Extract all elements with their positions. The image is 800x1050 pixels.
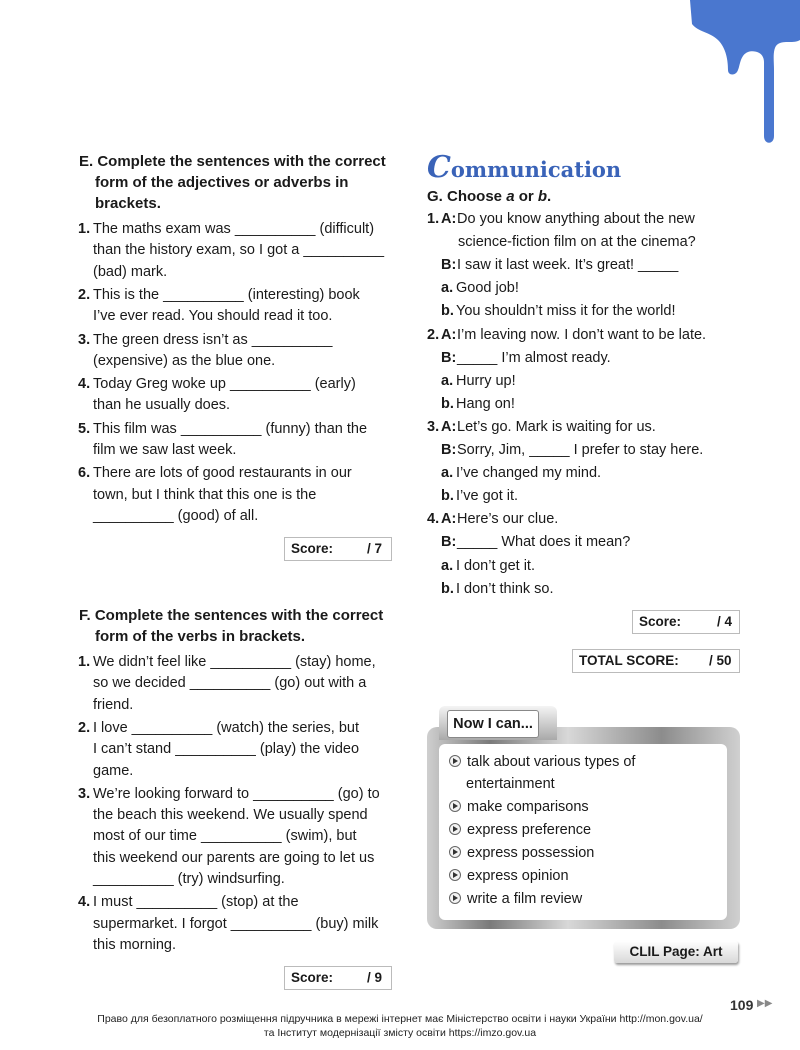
item-text-line: We didn’t feel like __________ (stay) home, — [93, 654, 376, 670]
score-label: Score: — [291, 541, 334, 556]
dialogue-label: B: — [441, 349, 457, 366]
dialogue-text: Here’s our clue. — [457, 511, 559, 528]
dialogue-text: _____ I’m almost ready. — [457, 349, 611, 366]
item-number: 4. — [78, 376, 91, 393]
can-do-text: write a film review — [467, 891, 583, 907]
score-box-g — [632, 610, 740, 634]
dialogue-label: b. — [441, 580, 454, 597]
dialogue-text: I don’t think so. — [456, 580, 554, 597]
can-do-item — [449, 751, 635, 773]
item-text-line: than he usually does. — [93, 397, 231, 414]
page-number: 109 — [730, 997, 754, 1013]
now-i-can-list — [439, 744, 727, 920]
communication-title — [427, 150, 621, 185]
dialogue-text: _____ What does it mean? — [457, 534, 631, 551]
item-text-line: film we saw last week. — [93, 442, 237, 458]
item-text-line: This is the __________ (interesting) book — [93, 286, 360, 303]
can-do-text: talk about various types of — [467, 754, 636, 770]
dialogue-text: I’ve changed my mind. — [456, 465, 602, 482]
dialogue-label: a. — [441, 372, 454, 389]
can-do-item — [449, 865, 569, 887]
dialogue-text: science-fiction film on at the cinema? — [458, 234, 696, 251]
clil-page-link[interactable]: CLIL Page: Art — [614, 941, 738, 963]
item-text-line: most of our time __________ (swim), but — [93, 828, 357, 845]
item-text-line: I love __________ (watch) the series, but — [93, 719, 359, 736]
item-number: 5. — [78, 420, 91, 437]
play-bullet-icon — [449, 800, 461, 812]
dialogue-label: B: — [441, 257, 457, 274]
play-bullet-icon — [449, 755, 461, 767]
item-text-line: (bad) mark. — [93, 263, 168, 280]
exercise-heading-line: form of the verbs in brackets. — [95, 628, 306, 645]
item-number: 6. — [78, 465, 91, 482]
now-i-can-title: Now I can... — [447, 710, 539, 738]
dialogue-text: Do you know anything about the new — [457, 211, 695, 227]
dialogue-label: b. — [441, 488, 454, 505]
play-bullet-icon — [449, 823, 461, 835]
item-text-line: supermarket. I forgot __________ (buy) milk — [93, 915, 379, 932]
item-text-line: game. — [93, 762, 134, 779]
item-text-line: this morning. — [93, 936, 177, 953]
dialogue-text: I saw it last week. It’s great! _____ — [457, 257, 679, 274]
item-number: 1. — [427, 211, 440, 227]
item-text-line: I must __________ (stop) at the — [93, 894, 299, 911]
total-score-max: / 50 — [709, 653, 732, 668]
item-text-line: The maths exam was __________ (difficult) — [93, 221, 375, 237]
item-text-line: Today Greg woke up __________ (early) — [93, 376, 356, 393]
dialogue-text: Hang on! — [456, 395, 515, 412]
dialogue-label: A: — [441, 418, 457, 435]
score-max: / 9 — [367, 970, 383, 985]
exercise-heading-line: F. Complete the sentences with the correct — [79, 607, 384, 624]
item-text-line: so we decided __________ (go) out with a — [93, 675, 367, 692]
score-label: Score: — [639, 614, 682, 629]
play-bullet-icon — [449, 869, 461, 881]
dialogue-label: b. — [441, 303, 454, 320]
item-text-line: the beach this weekend. We usually spend — [93, 807, 368, 824]
dialogue-label: b. — [441, 395, 454, 412]
item-text-line: town, but I think that this one is the — [93, 486, 317, 503]
title-initial: C — [427, 150, 451, 185]
exercise-heading-line: brackets. — [95, 195, 161, 212]
total-score-label: TOTAL SCORE: — [579, 653, 679, 668]
item-text-line: (expensive) as the blue one. — [93, 352, 276, 369]
paint-blot-decoration — [690, 0, 800, 150]
item-text-line: friend. — [93, 696, 134, 713]
dialogue-label: A: — [441, 211, 457, 227]
can-do-item — [449, 842, 594, 864]
dialogue-label: A: — [441, 326, 457, 343]
exercise-heading-line: E. Complete the sentences with the correct — [79, 153, 386, 170]
score-max: / 4 — [717, 614, 733, 629]
item-text-line: this weekend our parents are going to let us — [93, 849, 375, 866]
item-text-line: This film was __________ (funny) than the — [93, 420, 368, 437]
score-box-e — [284, 537, 392, 561]
item-text-line: There are lots of good restaurants in our — [93, 465, 352, 482]
item-number: 3. — [427, 418, 440, 435]
dialogue-text: Good job! — [456, 280, 519, 297]
score-box-f — [284, 966, 392, 990]
total-score-box — [572, 649, 740, 673]
footer-line-2: та Інститут модернізації змісту освіти https://imzo.gov.ua — [263, 1027, 537, 1039]
can-do-text: express possession — [467, 845, 595, 861]
now-i-can-panel — [427, 707, 740, 929]
item-number: 1. — [78, 654, 91, 670]
can-do-item — [449, 796, 589, 818]
dialogue-label: a. — [441, 557, 454, 574]
item-text-line: I can’t stand __________ (play) the video — [93, 741, 360, 758]
item-number: 2. — [78, 719, 91, 736]
item-number: 1. — [78, 221, 91, 237]
dialogue-label: a. — [441, 280, 454, 297]
dialogue-label: A: — [441, 511, 457, 528]
item-text-line: We’re looking forward to __________ (go) to — [93, 785, 380, 802]
can-do-text: express opinion — [467, 868, 569, 884]
dialogue-text: I’ve got it. — [456, 488, 519, 505]
item-number: 2. — [427, 326, 440, 343]
item-text-line: __________ (good) of all. — [93, 507, 259, 524]
item-text-line: than the history exam, so I got a __________ — [93, 242, 385, 259]
item-number: 3. — [78, 785, 91, 802]
exercise-heading-line: form of the adjectives or adverbs in — [95, 174, 349, 191]
can-do-item — [449, 819, 591, 841]
dialogue-text: Sorry, Jim, _____ I prefer to stay here. — [457, 442, 704, 458]
can-do-text: entertainment — [466, 776, 555, 792]
can-do-text: express preference — [467, 822, 592, 838]
item-text-line: __________ (try) windsurfing. — [93, 871, 285, 887]
dialogue-label: B: — [441, 534, 457, 551]
dialogue-text: You shouldn’t miss it for the world! — [456, 303, 676, 320]
item-number: 2. — [78, 286, 91, 303]
can-do-text: make comparisons — [467, 799, 589, 815]
page-arrows-icon: ▶▶ — [757, 998, 773, 1009]
footer-line-1: Право для безоплатного розміщення підручника в мережі інтернет має Міністерство освіти і науки України http://mon.gov.ua/ — [97, 1013, 703, 1025]
can-do-item — [466, 773, 555, 795]
play-bullet-icon — [449, 892, 461, 904]
dialogue-text: Let’s go. Mark is waiting for us. — [457, 418, 656, 435]
dialogue-label: a. — [441, 465, 454, 482]
can-do-item — [449, 888, 582, 910]
item-text-line: I’ve ever read. You should read it too. — [93, 308, 333, 325]
item-number: 4. — [78, 894, 91, 911]
panel-tab — [439, 706, 557, 740]
play-bullet-icon — [449, 846, 461, 858]
dialogue-text: Hurry up! — [456, 372, 516, 389]
dialogue-text: I’m leaving now. I don’t want to be late. — [457, 326, 707, 343]
title-rest: ommunication — [450, 157, 622, 182]
exercise-g-heading: G. Choose a or b. — [427, 188, 552, 205]
score-max: / 7 — [367, 541, 383, 556]
score-label: Score: — [291, 970, 334, 985]
dialogue-text: I don’t get it. — [456, 557, 535, 574]
item-number: 4. — [427, 511, 440, 528]
dialogue-label: B: — [441, 442, 457, 458]
item-text-line: The green dress isn’t as __________ — [93, 331, 333, 348]
item-number: 3. — [78, 331, 91, 348]
